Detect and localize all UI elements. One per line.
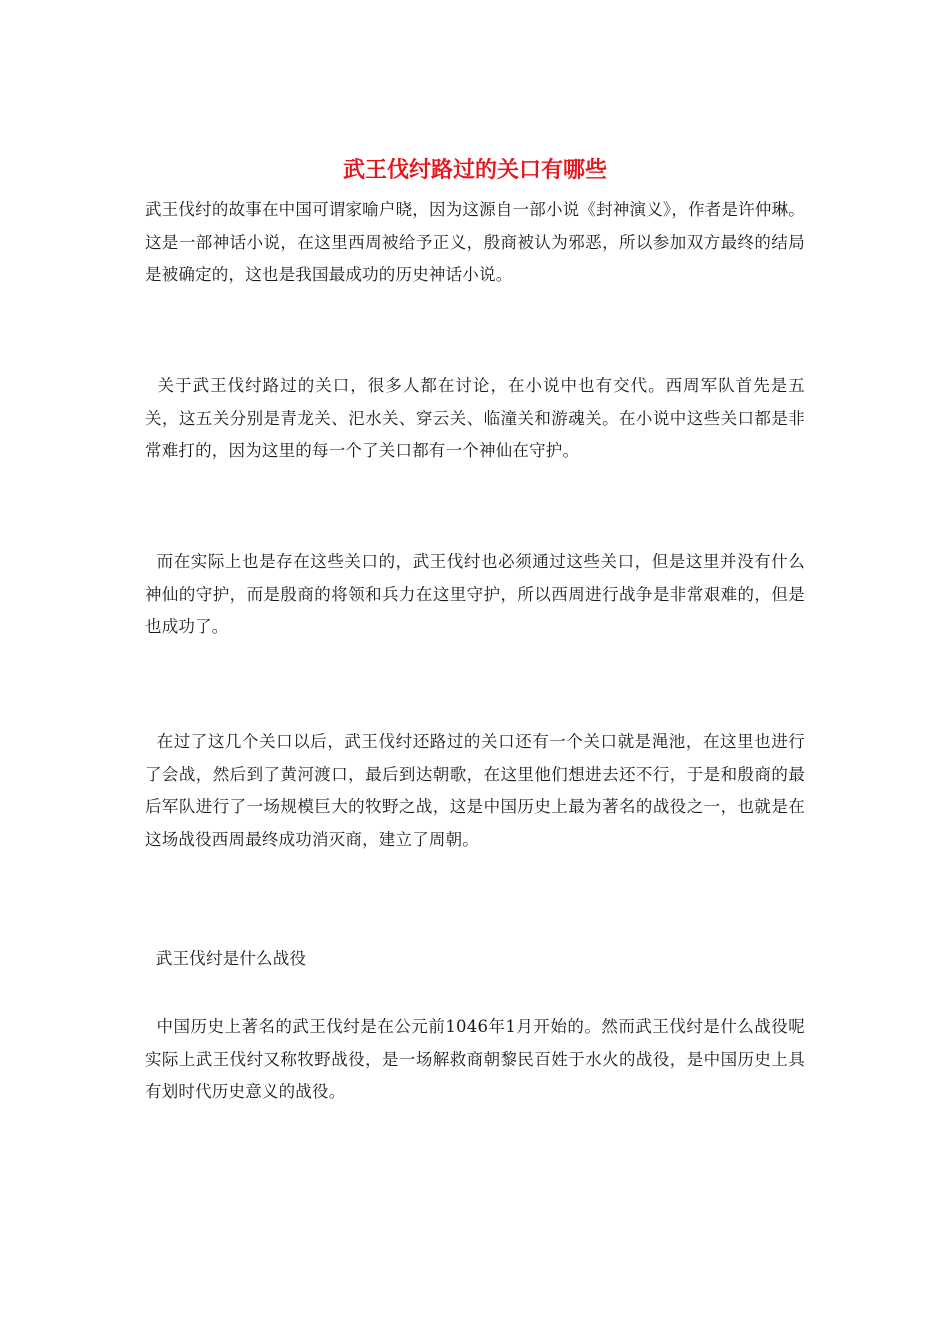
paragraph-battle-description: 中国历史上著名的武王伐纣是在公元前1046年1月开始的。然而武王伐纣是什么战役呢实际上武王伐纣又称牧野战役，是一场解救商朝黎民百姓于水火的战役，是中国历史上具有划时代历史意义的战役。	[145, 1017, 805, 1101]
document-title: 武王伐纣路过的关口有哪些	[342, 157, 607, 183]
paragraph-five-passes: 关于武王伐纣路过的关口，很多人都在讨论，在小说中也有交代。西周军队首先是五关，这五关分别是青龙关、汜水关、穿云关、临潼关和游魂关。在小说中这些关口都是非常难打的，因为这里的每一个了关口都有一个神仙在守护。	[145, 376, 806, 460]
paragraph-muye-battle: 在过了这几个关口以后，武王伐纣还路过的关口还有一个关口就是渑池，在这里也进行了会战，然后到了黄河渡口，最后到达朝歌，在这里他们想进去还不行，于是和殷商的最后军队进行了一场规模巨大的牧野之战，这是中国历史上最为著名的战役之一，也就是在这场战役西周最终成功消灭商，建立了周朝。	[145, 732, 805, 849]
paragraph-intro: 武王伐纣的故事在中国可谓家喻户晓，因为这源自一部小说《封神演义》，作者是许仲琳。这是一部神话小说，在这里西周被给予正义，殷商被认为邪恶，所以参加双方最终的结局是被确定的，这也是我国最成功的历史神话小说。	[145, 200, 805, 284]
section-heading: 武王伐纣是什么战役	[145, 949, 307, 968]
paragraph-real-passes: 而在实际上也是存在这些关口的，武王伐纣也必须通过这些关口，但是这里并没有什么神仙的守护，而是殷商的将领和兵力在这里守护，所以西周进行战争是非常艰难的，但是也成功了。	[145, 552, 805, 636]
